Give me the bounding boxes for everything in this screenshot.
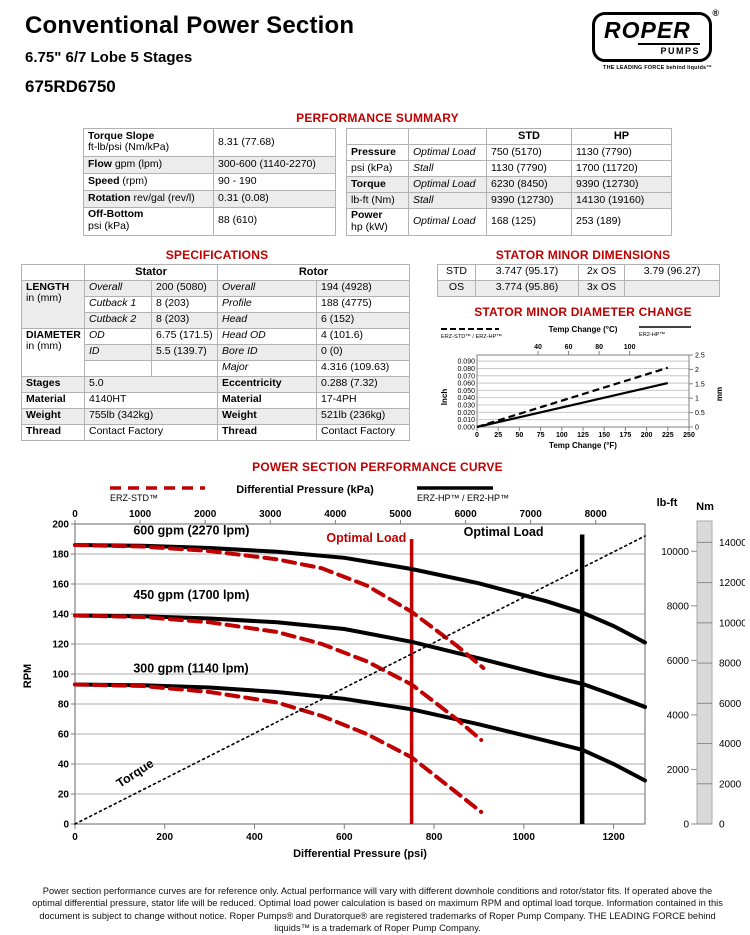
y-tick-inch: 0.090 [457,358,475,366]
table-cell: 0.288 (7.32) [317,376,410,392]
table-cell: Eccentricity [218,376,317,392]
table-cell: 750 (5170) [487,145,572,161]
performance-summary-std-hp-table [346,128,672,236]
table-cell: lb-ft (Nm) [347,193,409,209]
y-tick-inch: 0.050 [457,387,475,395]
table-cell: psi (kPa) [347,161,409,177]
y-tick-inch: 0.020 [457,409,475,417]
section-heading-performance-curve: POWER SECTION PERFORMANCE CURVE [252,459,503,474]
x-tick-f: 200 [640,431,653,439]
y-tick-inch: 0.040 [457,394,475,402]
table-cell: STD [438,264,476,280]
table-cell: 194 (4928) [317,280,410,296]
torque-tick-nm: 0 [719,819,725,830]
table-cell: 4140HT [85,392,218,408]
y-tick-inch: 0.010 [457,416,475,424]
x-tick-psi: 0 [72,831,78,843]
table-cell: Cutback 1 [85,296,152,312]
table-cell: Thread [218,424,317,440]
performance-curve-container [15,476,745,881]
x-tick-kpa: 5000 [389,508,412,520]
x-tick-kpa: 8000 [584,508,607,520]
table-cell: Stages [22,376,85,392]
torque-tick-nm: 14000 [719,537,745,549]
table-cell: Overall [85,280,152,296]
torque-tick-nm: 10000 [719,617,745,629]
annotation-1: 450 gpm (1700 lpm) [133,587,250,602]
y-tick-rpm: 40 [57,759,69,770]
annotation-3: Optimal Load [326,530,407,545]
performance-summary [83,128,730,236]
table-cell: Head OD [218,328,317,344]
table-cell: Contact Factory [85,424,218,440]
torque-tick-nm: 8000 [719,658,742,670]
table-cell: 9390 (12730) [487,193,572,209]
table-cell: 253 (189) [572,209,672,236]
table-cell: 755lb (342kg) [85,408,218,424]
y-tick-mm: 2 [695,366,699,374]
table-cell: 8 (203) [152,312,218,328]
table-cell: Torque [347,177,409,193]
y-tick-inch: 0.000 [457,424,475,431]
table-cell: 6.75 (171.5) [152,328,218,344]
table-cell: 5.5 (139.7) [152,344,218,360]
annotation-2: 300 gpm (1140 lpm) [133,661,249,675]
x-tick-psi: 400 [246,831,263,843]
x-tick-kpa: 7000 [519,508,542,520]
table-cell: 1130 (7790) [487,161,572,177]
table-cell: Pressure [347,145,409,161]
table-cell: ID [85,344,152,360]
y-tick-mm: 1 [695,395,699,403]
table-header-cell: Rotor [218,264,410,280]
y-tick-rpm: 160 [52,579,69,590]
table-cell: 3.774 (95.86) [476,280,579,296]
page-title: Conventional Power Section [25,12,355,39]
table-cell: Weight [218,408,317,424]
torque-tick-nm: 12000 [719,577,745,589]
performance-summary-left-table [83,128,336,236]
section-heading-performance-summary: PERFORMANCE SUMMARY [296,111,459,125]
specs-and-stator-row [25,248,730,458]
x-tick-psi: 1200 [602,831,625,843]
table-cell: Off-Bottom psi (kPa) [84,207,214,235]
y-tick-rpm: 100 [52,669,69,680]
y-tick-rpm: 60 [57,729,69,740]
page-subtitle: 6.75" 6/7 Lobe 5 Stages [25,49,193,66]
y-tick-inch: 0.060 [457,380,475,388]
y-tick-rpm: 20 [57,789,69,800]
y-tick-inch: 0.080 [457,365,475,373]
table-header-cell [409,129,487,145]
table-cell: Torque Slope ft-lb/psi (Nm/kPa) [84,129,214,157]
torque-tick-lbft: 0 [683,819,689,830]
x-tick-kpa: 3000 [259,508,282,520]
table-cell: 17-4PH [317,392,410,408]
table-cell: Bore ID [218,344,317,360]
torque-axis-title-nm: Nm [696,500,714,513]
legend-label-er2-hp: ER2-HP™ [639,331,666,338]
table-cell: 90 - 190 [214,173,336,190]
table-cell: 4.316 (109.63) [317,360,410,376]
table-cell: 6 (152) [317,312,410,328]
legend-label-erz-hp: ERZ-HP™ / ER2-HP™ [417,492,510,503]
x-tick-f: 100 [555,431,568,439]
table-cell: 8.31 (77.68) [214,129,336,157]
table-cell: Optimal Load [409,145,487,161]
x-tick-f: 150 [598,431,611,439]
table-cell: Cutback 2 [85,312,152,328]
table-cell [85,360,152,376]
x-tick-f: 250 [683,431,695,439]
table-cell: 8 (203) [152,296,218,312]
table-cell: 200 (5080) [152,280,218,296]
x-axis-title: Temp Change (°F) [549,440,617,450]
y-tick-rpm: 180 [52,549,69,560]
y-tick-mm: 1.5 [695,380,705,388]
table-cell: 300-600 (1140-2270) [214,156,336,173]
section-heading-stator-minor-diameter-change: STATOR MINOR DIAMETER CHANGE [474,304,692,319]
table-cell: OS [438,280,476,296]
table-cell: Overall [218,280,317,296]
table-cell: Flow gpm (lpm) [84,156,214,173]
series-3 [75,545,483,668]
torque-tick-lbft: 6000 [666,655,689,667]
table-cell: Major [218,360,317,376]
table-cell: Head [218,312,317,328]
table-cell: Speed (rpm) [84,173,214,190]
table-cell: Stall [409,193,487,209]
specifications-column [21,248,413,458]
y-tick-rpm: 200 [52,519,69,530]
table-cell: 3x OS [579,280,625,296]
specifications-table [21,264,410,441]
table-cell: 5.0 [85,376,218,392]
annotation-4: Optimal Load [463,524,544,539]
torque-tick-lbft: 4000 [666,709,689,721]
y-axis-title: RPM [22,663,34,688]
x-tick-kpa: 2000 [194,508,217,520]
y-tick-mm: 2.5 [695,351,705,359]
stator-column [437,248,729,458]
x-tick-psi: 1000 [512,831,535,843]
table-cell: Thread [22,424,85,440]
table-cell: Optimal Load [409,209,487,236]
table-cell: 521lb (236kg) [317,408,410,424]
y-tick-rpm: 120 [52,639,69,650]
x-tick-f: 0 [475,431,479,439]
top-tick-label: 80 [595,343,604,351]
stator-minor-dimensions-table [437,264,720,297]
y-tick-mm: 0.5 [695,409,705,417]
table-header-cell [347,129,409,145]
table-cell: 168 (125) [487,209,572,236]
table-cell: Material [22,392,85,408]
torque-tick-nm: 4000 [719,738,742,750]
table-cell: 2x OS [579,264,625,280]
table-cell: OD [85,328,152,344]
x-tick-kpa: 4000 [324,508,347,520]
x-tick-kpa: 1000 [128,508,152,520]
table-cell: Power hp (kW) [347,209,409,236]
x-tick-kpa: 0 [72,508,78,520]
y-tick-inch: 0.070 [457,372,475,380]
x-axis-title: Differential Pressure (psi) [293,847,427,860]
torque-scale-bar [697,521,712,824]
footer-disclaimer: Power section performance curves are for reference only. Actual performance will vary with different downhole conditions and rotor/stator fits. If operated above the optimal differential pressure, stator life will be reduced. Optimal load power calculation is based on maximum RPM and optimal load torque. Information contained in this document is subject to change without notice. Roper Pumps® and Duratorque® are registered trademarks of Roper Pump Company. THE LEADING FORCE behind liquids™ is a trademark of Roper Pump Company. [32,885,723,934]
y-tick-rpm: 0 [63,819,69,830]
stator-minor-diameter-change-chart [437,319,729,453]
x-tick-f: 125 [577,431,589,439]
section-heading-stator-minor-dimensions: STATOR MINOR DIMENSIONS [495,247,671,262]
y-tick-inch: 0.030 [457,402,475,410]
torque-tick-lbft: 8000 [666,600,689,612]
table-cell: Stall [409,161,487,177]
annotation-5: Torque [113,755,157,791]
table-cell: 1700 (11720) [572,161,672,177]
y-tick-rpm: 140 [52,609,69,620]
logo-box [592,8,719,62]
x-tick-psi: 200 [156,831,174,843]
top-axis-title: Differential Pressure (kPa) [236,483,374,496]
x-tick-f: 50 [515,431,524,439]
table-cell: 0 (0) [317,344,410,360]
torque-axis-title-lbft: lb-ft [656,496,678,509]
table-header-cell: HP [572,129,672,145]
logo-pumps-label: PUMPS [638,43,700,56]
table-cell [152,360,218,376]
section-heading-specifications: SPECIFICATIONS [165,247,269,262]
torque-tick-nm: 2000 [719,778,742,790]
header [25,8,730,97]
logo-wordmark: ROPER [604,17,691,43]
table-cell: Rotation rev/gal (rev/l) [84,190,214,207]
table-cell: Contact Factory [317,424,410,440]
table-cell: 9390 (12730) [572,177,672,193]
legend-label-erz-std: ERZ-STD™ / ERZ-HP™ [441,333,502,340]
table-cell: LENGTH in (mm) [22,280,85,328]
table-cell: Weight [22,408,85,424]
table-header-cell: STD [487,129,572,145]
registered-mark-icon: ® [712,8,719,18]
top-tick-label: 60 [564,343,573,351]
annotation-0: 600 gpm (2270 lpm) [133,523,250,537]
table-cell: 3.79 (96.27) [625,264,720,280]
model-number: 675RD6750 [25,77,116,96]
table-cell: 3.747 (95.17) [476,264,579,280]
table-cell: 14130 (19160) [572,193,672,209]
table-cell: 6230 (8450) [487,177,572,193]
x-tick-psi: 600 [335,831,353,843]
table-cell: 188 (4775) [317,296,410,312]
y-tick-rpm: 80 [57,699,69,710]
top-axis-title: Temp Change (°C) [548,324,618,334]
x-tick-f: 175 [619,431,632,439]
table-cell: Profile [218,296,317,312]
torque-tick-lbft: 2000 [666,764,689,776]
x-tick-psi: 800 [425,831,443,843]
logo-tagline: THE LEADING FORCE behind liquids™ [603,65,712,71]
table-cell: 1130 (7790) [572,145,672,161]
top-tick-label: 40 [534,343,542,351]
y-axis-title-inch: Inch [440,388,449,405]
x-tick-f: 225 [661,431,674,439]
x-tick-kpa: 6000 [454,508,477,520]
performance-curve-chart [15,476,745,876]
table-cell [625,280,720,296]
roper-logo [592,8,719,71]
x-tick-f: 75 [536,431,545,439]
table-header-cell [22,264,85,280]
torque-tick-lbft: 10000 [661,546,689,558]
x-tick-f: 25 [494,431,503,439]
header-titles [25,12,354,97]
table-cell: 4 (101.6) [317,328,410,344]
top-tick-label: 100 [623,343,636,351]
table-cell: 0.31 (0.08) [214,190,336,207]
table-cell: Material [218,392,317,408]
table-cell: 88 (610) [214,207,336,235]
table-header-cell: Stator [85,264,218,280]
legend-label-erz-std: ERZ-STD™ [110,492,158,503]
table-cell: DIAMETER in (mm) [22,328,85,376]
torque-tick-nm: 6000 [719,698,742,710]
y-axis-title-mm: mm [715,386,724,401]
y-tick-mm: 0 [695,424,699,431]
table-cell: Optimal Load [409,177,487,193]
